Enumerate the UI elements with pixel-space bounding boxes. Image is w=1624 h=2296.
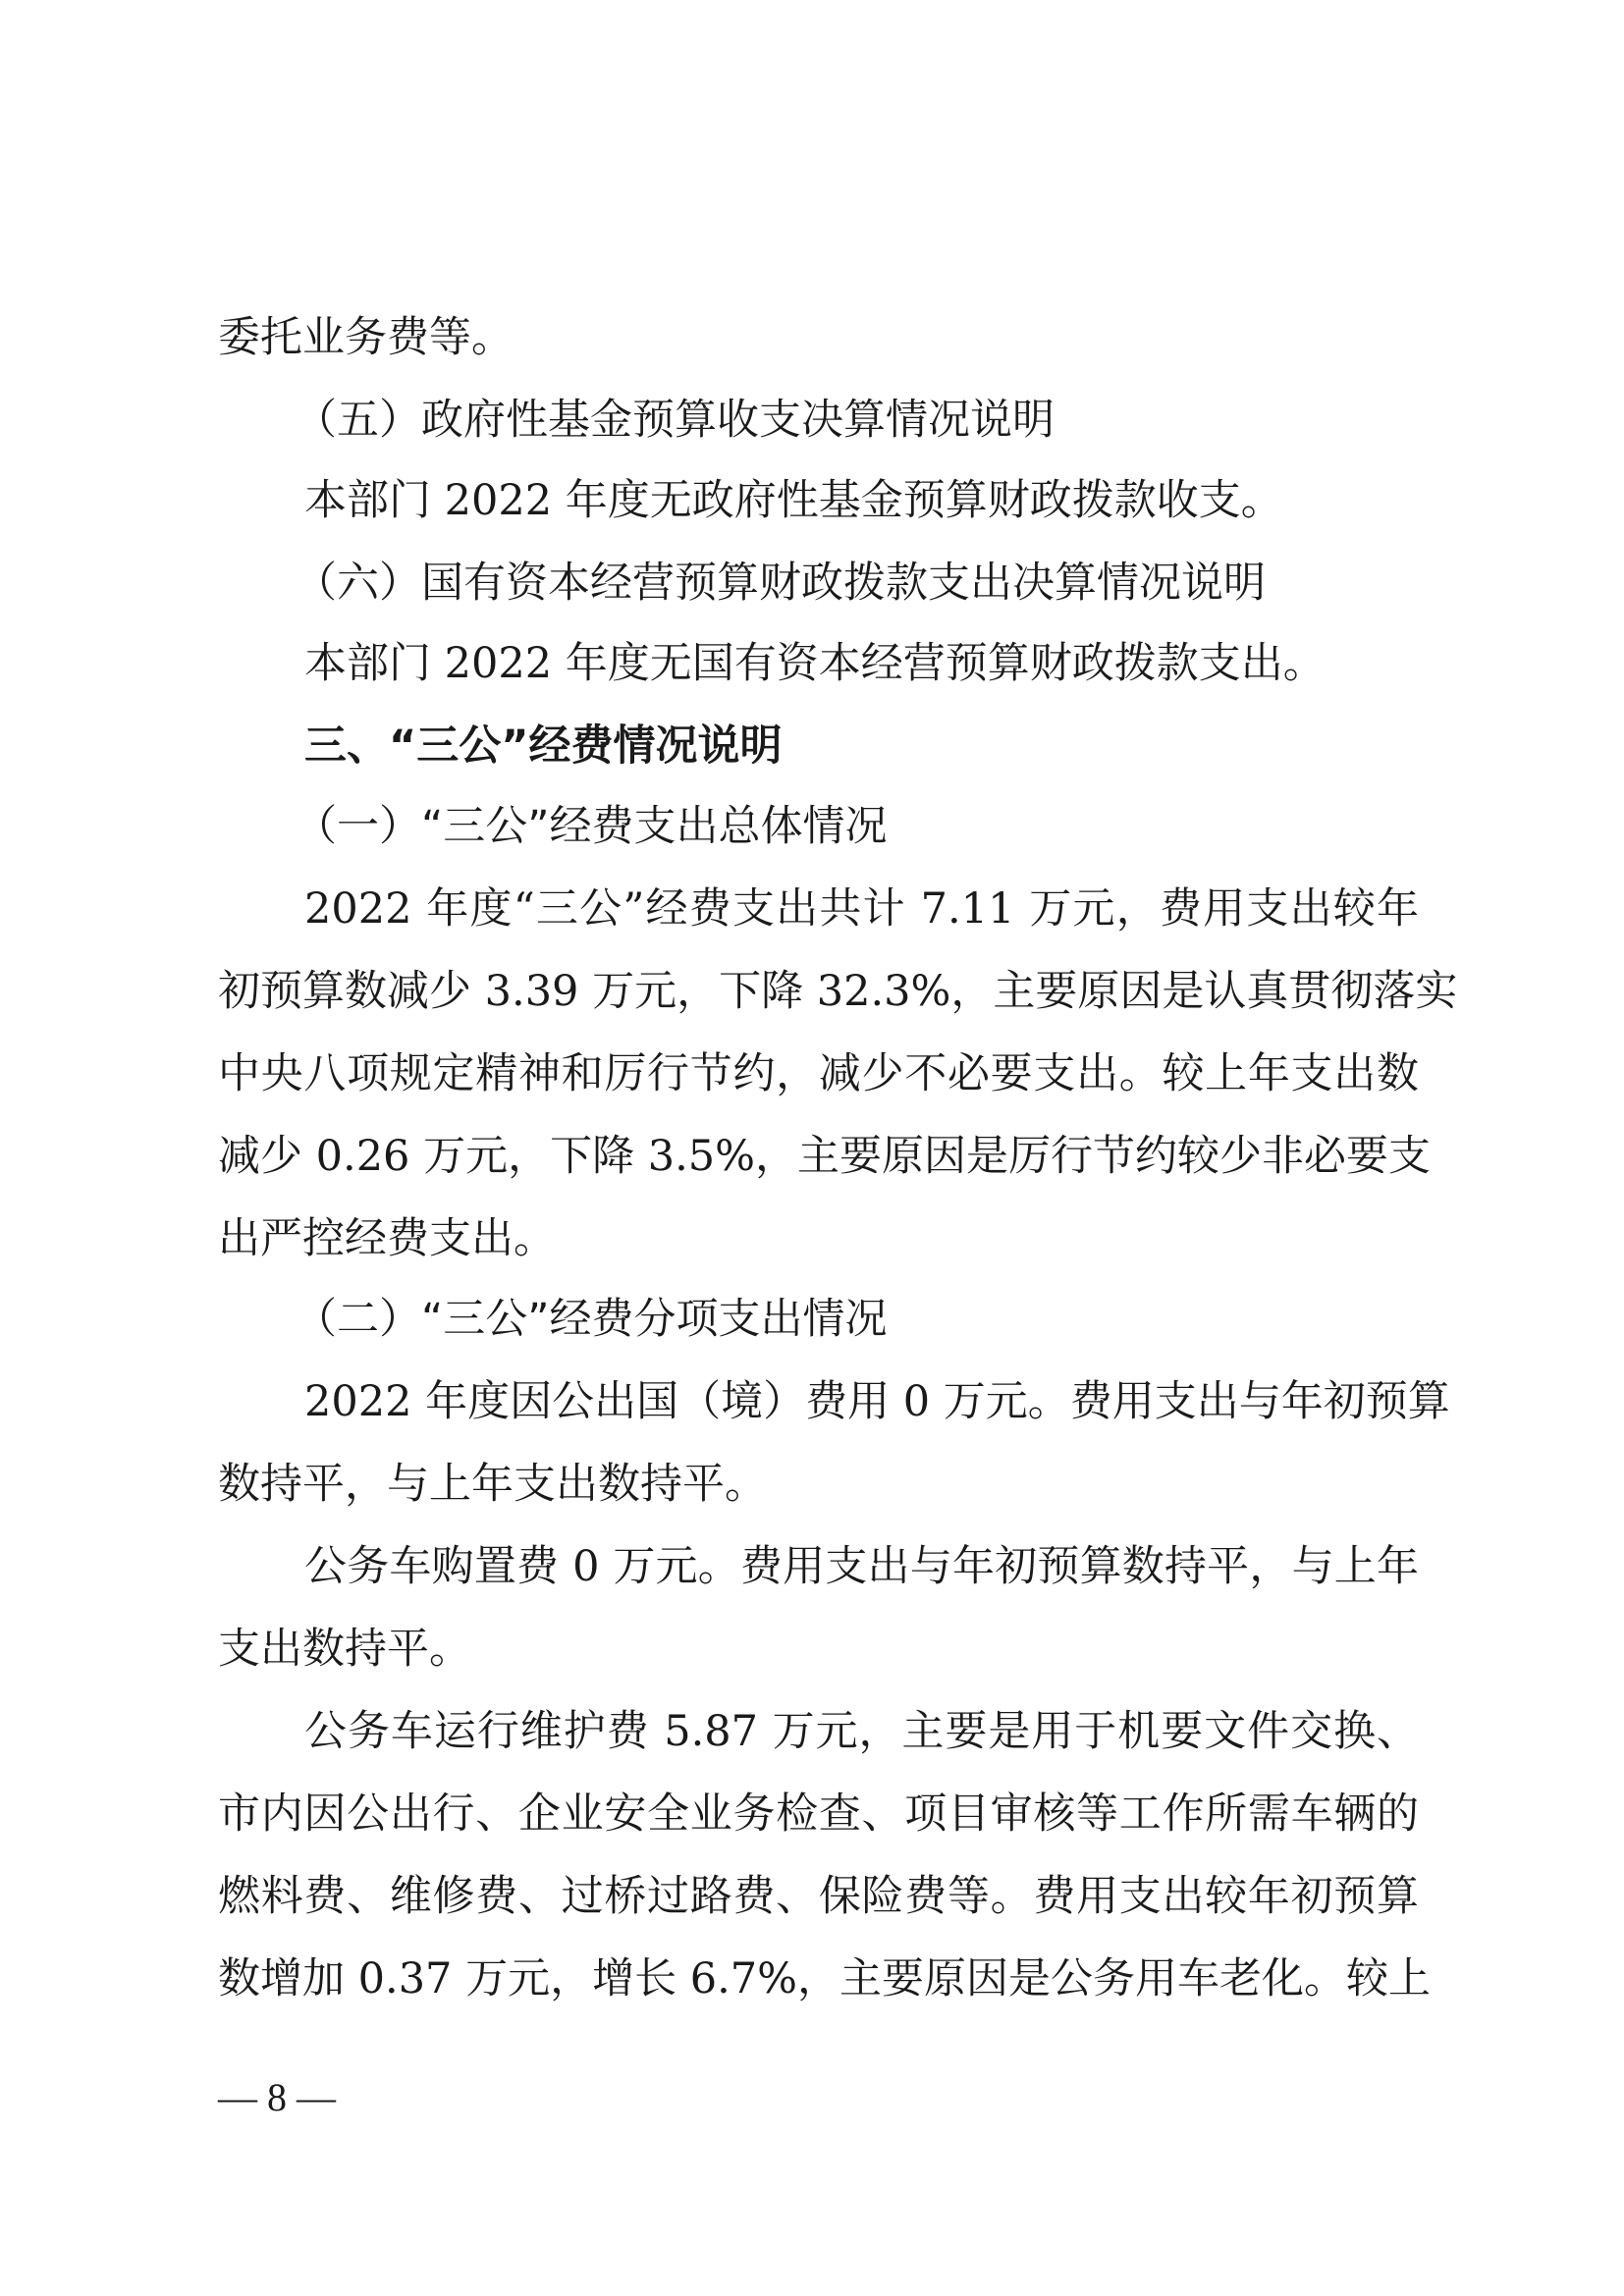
- section-heading-5: （五）政府性基金预算收支决算情况说明: [295, 396, 1055, 445]
- paragraph-line: 2022 年度因公出国（境）费用 0 万元。费用支出与年初预算: [304, 1377, 1450, 1426]
- paragraph-line: 出严控经费支出。: [218, 1214, 556, 1263]
- paragraph-line: 市内因公出行、企业安全业务检查、项目审核等工作所需车辆的: [218, 1789, 1419, 1839]
- paragraph-line: 数持平，与上年支出数持平。: [218, 1460, 767, 1509]
- paragraph-line: 委托业务费等。: [218, 313, 514, 362]
- paragraph-line: 公务车运行维护费 5.87 万元，主要是用于机要文件交换、: [304, 1707, 1419, 1756]
- paragraph-line: 中央八项规定精神和厉行节约，减少不必要支出。较上年支出数: [218, 1049, 1419, 1098]
- paragraph-line: 减少 0.26 万元，下降 3.5%，主要原因是厉行节约较少非必要支: [218, 1132, 1431, 1181]
- subsection-heading-2: （二）“三公”经费分项支出情况: [295, 1295, 888, 1344]
- paragraph-line: 本部门 2022 年度无政府性基金预算财政拨款收支。: [304, 476, 1283, 525]
- paragraph-line: 2022 年度“三公”经费支出共计 7.11 万元，费用支出较年: [304, 884, 1419, 934]
- paragraph-line: 燃料费、维修费、过桥过路费、保险费等。费用支出较年初预算: [218, 1872, 1419, 1921]
- paragraph-line: 支出数持平。: [218, 1625, 471, 1674]
- subsection-heading-1: （一）“三公”经费支出总体情况: [295, 802, 888, 851]
- page-number: — 8 —: [218, 2075, 336, 2119]
- section-heading-6: （六）国有资本经营预算财政拨款支出决算情况说明: [295, 559, 1266, 608]
- paragraph-line: 本部门 2022 年度无国有资本经营预算财政拨款支出。: [304, 639, 1326, 688]
- paragraph-line: 初预算数减少 3.39 万元，下降 32.3%，主要原因是认真贯彻落实: [218, 967, 1458, 1016]
- paragraph-line: 数增加 0.37 万元，增长 6.7%，主要原因是公务用车老化。较上: [218, 1954, 1431, 2003]
- section-heading-3: 三、“三公”经费情况说明: [304, 721, 783, 771]
- paragraph-line: 公务车购置费 0 万元。费用支出与年初预算数持平，与上年: [304, 1542, 1419, 1591]
